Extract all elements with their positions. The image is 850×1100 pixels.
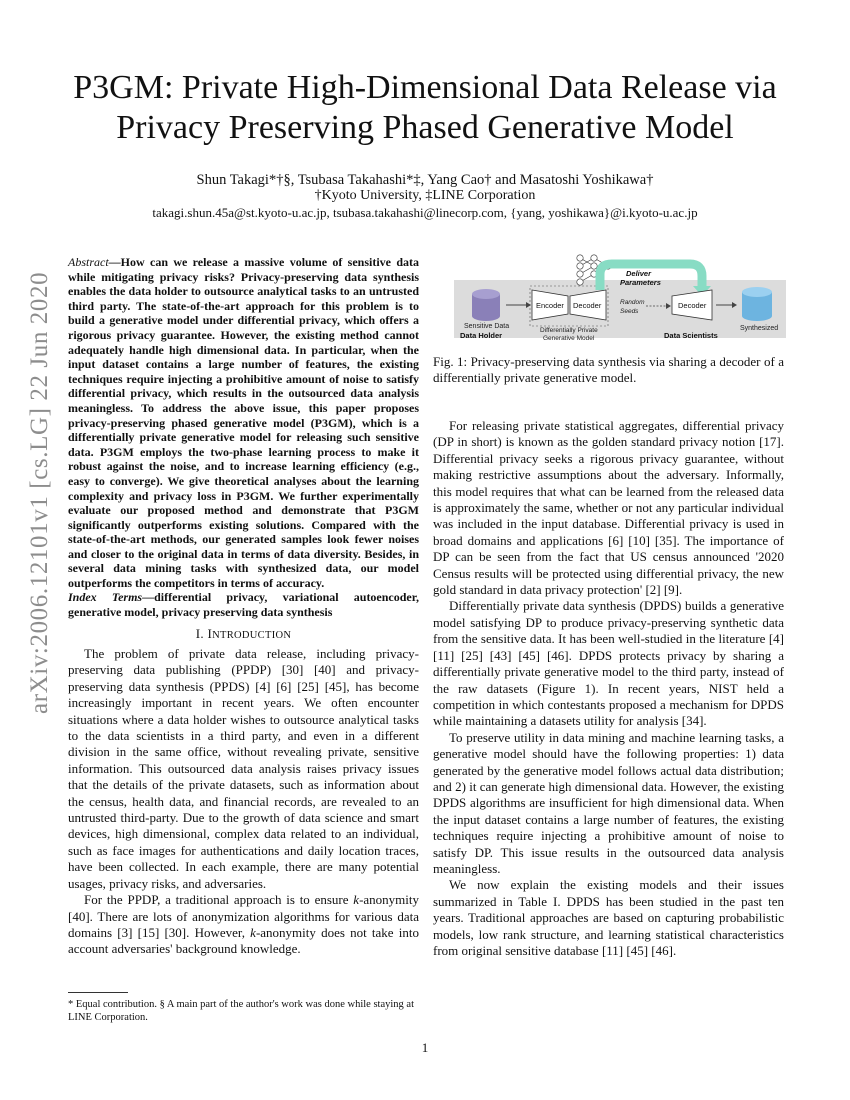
intro-p2-part-c: -anonymity does not take into account adversaries' background knowledge. (68, 924, 419, 957)
label-decoder-right: Decoder (678, 301, 707, 310)
intro-p2-part-b: -anonymity [40]. There are lots of anonymization algorithms for various data domains [3] [15] [30]. However, (68, 892, 419, 940)
intro-paragraph-2 (68, 892, 419, 958)
abstract (68, 255, 419, 591)
figure-caption: Fig. 1: Privacy-preserving data synthesis via sharing a decoder of a differentially private generative model. (433, 354, 784, 386)
figure-1-diagram (450, 252, 790, 344)
affiliation: †Kyoto University, ‡LINE Corporation (314, 188, 536, 203)
index-terms-label: Index Terms (68, 590, 143, 604)
footnote-rule (68, 992, 128, 993)
label-data-scientists: Data Scientists (664, 331, 718, 340)
intro-p2-part-a: For the PPDP, a traditional approach is to ensure (84, 892, 354, 908)
intro-paragraph-1: The problem of private data release, including privacy-preserving data publishing (PPDP) [30] [40] and privacy-preserving data synthesis (PPDS) [4] [6] [25] [45], has become increasingly important in recent years. We often encounter situations where a data holder wishes to outsource analytical tasks to the data scientists in a third party, and even in a different division in the same office, without revealing private, sensitive information. This outsourced data analysis raises privacy issues that the details of the private datasets, such as information about the census, health data, and financial records, are revealed to an untrusted third-party. Due to the growth of data science and smart devices, high dimensional, complex data related to an individual, such as face images for authentications and daily location traces, have been collected. In each example, there are many potential usages, privacy risks, and adversaries. (68, 646, 419, 891)
label-sensitive-data: Sensitive Data (464, 323, 510, 330)
page-number: 1 (421, 1040, 429, 1055)
title-line-1: P3GM: Private High-Dimensional Data Release via (73, 69, 777, 106)
arxiv-stamp: arXiv:2006.12101v1 [cs.LG] 22 Jun 2020 (26, 271, 53, 715)
email-list: takagi.shun.45a@st.kyoto-u.ac.jp, tsubasa.takahashi@linecorp.com, {yang, yoshikawa}@i.kyoto-u.ac.jp (152, 205, 698, 220)
index-terms-text: —differential privacy, variational autoencoder, generative model, privacy preserving data synthesis (68, 590, 419, 619)
right-paragraph-4: We now explain the existing models and their issues summarized in Table I. DPDS has been studied in the past ten years. Traditional approaches are based on capturing probabilistic models, low rank structure, and learning statistical characteristics from original sensitive database [11] [45] [46]. (433, 877, 784, 958)
k-symbol: k (250, 924, 256, 940)
section-title-first: I (207, 626, 213, 641)
figure-1 (450, 252, 790, 344)
label-synthesized: Synthesized (740, 325, 779, 332)
label-deliver: Deliver (626, 269, 652, 278)
author-list: Shun Takagi*†§, Tsubasa Takahashi*‡, Yang Cao† and Masatoshi Yoshikawa† (196, 172, 654, 188)
section-title-rest: NTRODUCTION (212, 630, 292, 641)
label-dp-model-1: Differentially Private (540, 327, 598, 334)
footnote: * Equal contribution. § A main part of the author's work was done while staying at LINE Corporation. (68, 999, 414, 1023)
abstract-text: —How can we release a massive volume of sensitive data while mitigating privacy risks? Privacy-preserving data synthesis enables the data holder to outsource analytical tasks to an untrusted third party. The state-of-the-art approach for this problem is to build a generative model under differential privacy, which offers a rigorous privacy guarantee. However, the existing method cannot adequately handle high dimensional data. In particular, when the input dataset contains a large number of features, the existing techniques require injecting a prohibitive amount of noise to satisfy differential privacy, which results in the outsourced data analysis meaningless. To address the above issue, this paper proposes privacy-preserving phased generative model (P3GM), which is a differentially private generative model for releasing such sensitive data. P3GM employs the two-phase learning process to make it robust against the noise, and to increase learning efficiency (e.g., easy to converge). We give theoretical analyses about the learning complexity and privacy loss in P3GM. We further experimentally evaluate our proposed method and demonstrate that P3GM significantly outperforms existing solutions. Compared with the state-of-the-art methods, our generated samples look fewer noises and closer to the original data in terms of data diversity. Besides, in several data mining tasks with synthesized data, our model outperforms the competitors in terms of accuracy. (68, 255, 419, 591)
title-line-2: Privacy Preserving Phased Generative Model (116, 109, 734, 146)
label-dp-model-2: Generative Model (543, 335, 595, 342)
section-heading-introduction (68, 626, 419, 642)
label-encoder: Encoder (536, 301, 564, 310)
right-paragraph-3: To preserve utility in data mining and machine learning tasks, a generative model should have the following properties: 1) data generated by the generative model follows actual data distribution; and 2) it can generate high dimensional data. However, the existing DPDS algorithms are insufficient for high dimensional data. When the input dataset contains a large number of features, the existing techniques require injecting a prohibitive amount of noise to satisfy DP. This issue results in the outsourced data analysis meaningless. (433, 729, 784, 876)
synthesized-database-icon (742, 287, 772, 321)
right-paragraph-2: Differentially private data synthesis (DPDS) builds a generative model satisfying DP to produce privacy-preserving synthetic data from the sensitive data. It has been well-studied in the literature [4] [11] [25] [43] [45] [46]. DPDS protects privacy by sharing a differentially private generative model to the third party, instead of the raw datasets (Figure 1). In recent years, NIST held a competition in which contestants proposed a mechanism for DPDS while maintaining a datasets utility for analysis [34]. (433, 598, 784, 729)
label-decoder-left: Decoder (573, 301, 602, 310)
label-seeds: Seeds (620, 308, 639, 315)
label-parameters: Parameters (620, 278, 661, 287)
section-number: I. (195, 626, 204, 641)
label-data-holder: Data Holder (460, 331, 503, 340)
sensitive-database-icon (472, 289, 500, 321)
index-terms (68, 590, 419, 619)
intro-body (68, 646, 419, 958)
label-random: Random (620, 299, 645, 306)
abstract-label: Abstract (68, 255, 109, 269)
k-symbol: k (353, 892, 360, 908)
right-body (433, 418, 784, 959)
paper-title (40, 68, 810, 148)
right-paragraph-1: For releasing private statistical aggregates, differential privacy (DP in short) is known as the golden standard privacy notion [17]. Differential privacy seeks a rigorous privacy guarantee, without making restrictive assumptions about the adversary. Informally, this model requires that what can be learned from the released data is approximately the same, whether or not any particular individual was included in the input database. Differential privacy is used in broad domains and applications [6] [10] [35]. The importance of DP can be seen from the fact that US census announced '2020 Census results will be protected using differential privacy, the new gold standard in data privacy protection' [2] [9]. (433, 418, 784, 598)
